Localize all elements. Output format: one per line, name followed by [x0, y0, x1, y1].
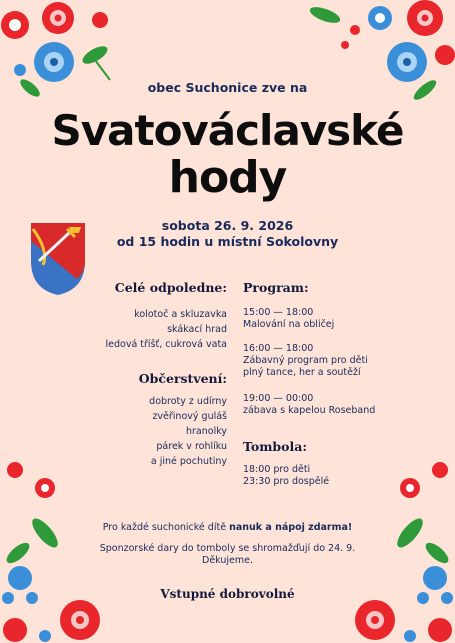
refreshment-item: hranolky	[185, 426, 227, 437]
kids-offer	[0, 522, 455, 534]
afternoon-item: kolotoč a skluzavka	[134, 309, 227, 320]
event-title: Svatováclavské	[51, 106, 404, 155]
sponsor-line: Sponzorské dary do tomboly se shromažďují do 24. 9.	[99, 543, 356, 554]
thanks-line: Děkujeme.	[202, 555, 253, 566]
leaf-icon	[80, 43, 110, 67]
program-desc: plný tance, her a soutěží	[243, 367, 361, 378]
kids-offer-highlight: nanuk a nápoj zdarma!	[229, 522, 353, 533]
refreshments-section	[70, 371, 227, 469]
kids-offer-prefix: Pro každé suchonické dítě	[102, 522, 230, 533]
time-place-line: od 15 hodin u místní Sokolovny	[116, 234, 339, 249]
tombola-item: 23:30 pro dospělé	[243, 476, 330, 487]
program-time: 15:00 — 18:00	[243, 307, 314, 318]
event-date	[0, 218, 455, 250]
refreshment-item: zvěřinový guláš	[152, 411, 227, 422]
afternoon-item: skákací hrad	[167, 324, 227, 335]
refreshments-heading: Občerstvení:	[138, 371, 227, 386]
refreshment-item: a jiné pochutiny	[150, 456, 227, 467]
leaf-icon	[308, 4, 342, 26]
program-desc: zábava s kapelou Roseband	[243, 405, 376, 416]
afternoon-section	[70, 280, 227, 352]
sponsor-note	[0, 543, 455, 567]
program-time: 16:00 — 18:00	[243, 343, 314, 354]
event-title-line2: hody	[168, 152, 287, 203]
tombola-heading: Tombola:	[243, 439, 307, 454]
date-line: sobota 26. 9. 2026	[161, 218, 294, 233]
tombola-section	[243, 439, 423, 488]
refreshment-item: párek v rohlíku	[156, 441, 227, 452]
afternoon-heading: Celé odpoledne:	[114, 280, 227, 295]
program-heading: Program:	[243, 280, 309, 295]
program-desc: Zábavný program pro děti	[243, 355, 368, 366]
program-section	[243, 280, 423, 417]
entry-fee: Vstupné dobrovolné	[160, 587, 295, 601]
program-time: 19:00 — 00:00	[243, 393, 314, 404]
intro-text: obec Suchonice zve na	[147, 80, 308, 95]
refreshment-item: dobroty z udírny	[149, 396, 227, 407]
tombola-item: 18:00 pro děti	[243, 464, 311, 475]
afternoon-item: ledová tříšť, cukrová vata	[105, 339, 227, 350]
program-desc: Malování na obličej	[243, 319, 335, 330]
